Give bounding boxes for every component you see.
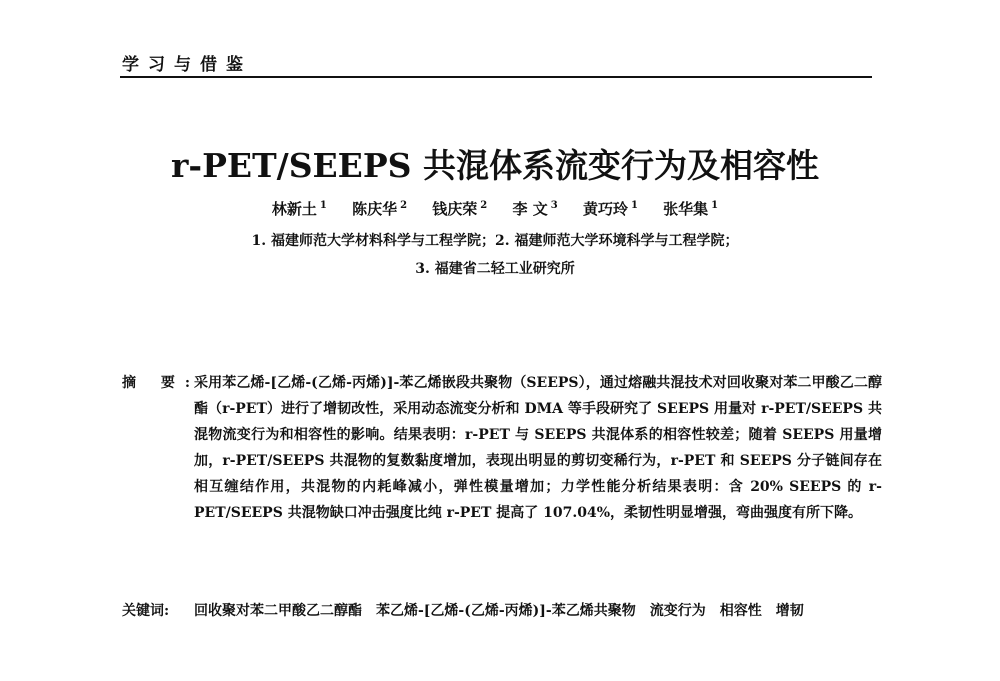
section-header: 学习与借鉴 [122, 55, 252, 75]
author-name: 张华集 [663, 200, 709, 218]
author-name: 李 文 [512, 200, 548, 218]
author [432, 198, 487, 219]
author-affil-mark: 2 [400, 200, 408, 211]
author-name: 钱庆荣 [432, 200, 478, 218]
author [272, 198, 327, 219]
keywords-text: 回收聚对苯二甲酸乙二醇酯 苯乙烯-[乙烯-(乙烯-丙烯)]-苯乙烯共聚物 流变行为 相容性 增韧 [194, 603, 804, 619]
keywords-block [122, 598, 882, 624]
author-affil-mark: 2 [480, 200, 488, 211]
abstract-block [122, 370, 882, 526]
affiliations-line-1: 1. 福建师范大学材料科学与工程学院；2. 福建师范大学环境科学与工程学院； [251, 233, 739, 249]
abstract-text: 采用苯乙烯-[乙烯-(乙烯-丙烯)]-苯乙烯嵌段共聚物（SEEPS），通过熔融共混技术对回收聚对苯二甲酸乙二醇酯（r-PET）进行了增韧改性，采用动态流变分析和 DMA 等手段研究了 SEEPS 用量对 r-PET/SEEPS 共混物流变行为和相容性的影响。结果表明：r-PET 与 SEEPS 共混体系的相容性较差；随着 SEEPS 用量增加，r-PET/SEEPS 共混物的复数黏度增加，表现出明显的剪切变稀行为，r-PET 和 SEEPS 分子链间存在相互缠结作用，共混物的内耗峰减小，弹性模量增加；力学性能分析结果表明：含 20% SEEPS 的 r-PET/SEEPS 共混物缺口冲击强度比纯 r-PET 提高了 107.04%，柔韧性明显增强，弯曲强度有所下降。 [194, 375, 882, 521]
author [583, 198, 638, 219]
author [663, 198, 718, 219]
author [513, 198, 558, 219]
affiliations-line-2: 3. 福建省二轻工业研究所 [415, 261, 575, 277]
author-name: 陈庆华 [352, 200, 398, 218]
author-affil-mark: 3 [550, 200, 558, 211]
header-rule [120, 76, 872, 78]
author-affil-mark: 1 [711, 200, 719, 211]
author-affil-mark: 1 [630, 200, 638, 211]
author-affil-mark: 1 [319, 200, 327, 211]
keywords-label: 关键词: [122, 603, 170, 619]
author-name: 黄巧玲 [582, 200, 628, 218]
article-title: r-PET/SEEPS 共混体系流变行为及相容性 [171, 146, 819, 185]
author-list [0, 198, 990, 219]
abstract-label: 摘 要: [122, 375, 201, 391]
author-name: 林新土 [271, 200, 317, 218]
author [352, 198, 407, 219]
